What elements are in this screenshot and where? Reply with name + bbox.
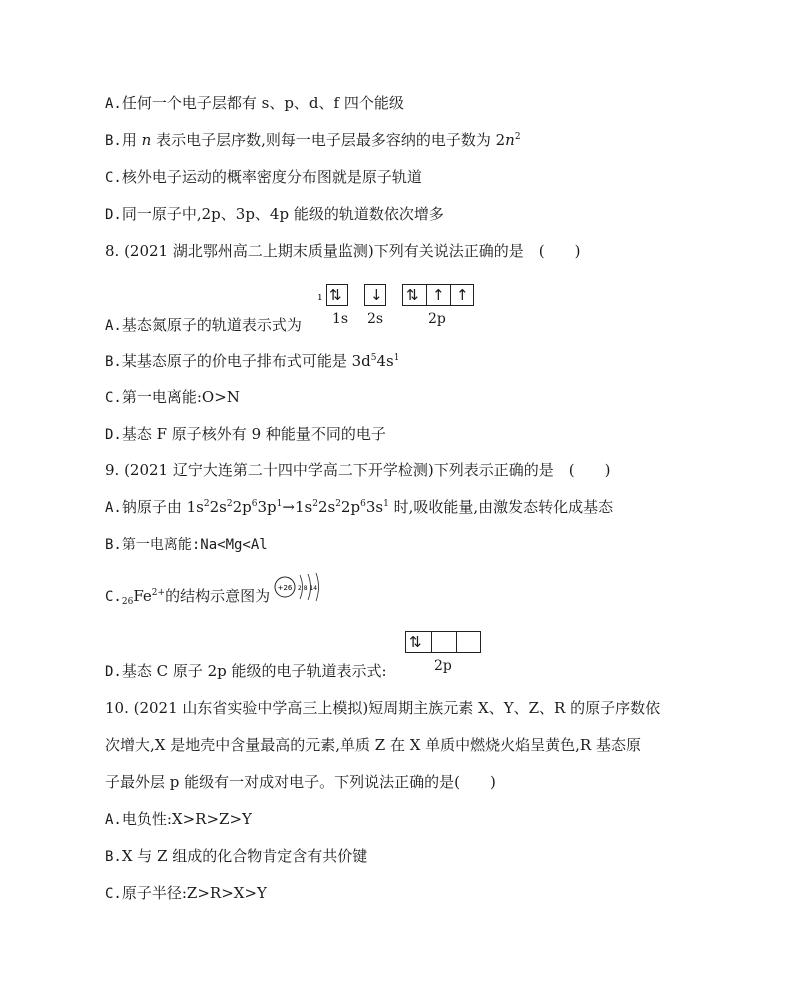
option-text-mid: 4s [376,352,394,370]
sup: 2 [203,499,210,509]
orbital-box-2p [405,631,481,653]
fe-ion-structure-diagram [272,570,332,604]
sup: 1 [383,499,389,509]
q8-option-c [105,387,240,408]
sup: 2 [312,499,318,509]
var-n: n [505,131,515,149]
q7-option-b [105,130,521,151]
orbital-cell [456,632,481,652]
option-letter: A. [105,96,122,112]
q10-stem-line-3: 子最外层 p 能级有一对成对电子。下列说法正确的是( ) [105,773,496,791]
q7-option-a [105,93,404,114]
option-text: X 与 Z 组成的化合物肯定含有共价键 [121,847,368,865]
option-letter: B. [105,537,122,553]
q7-option-c [105,167,422,188]
option-letter: D. [105,664,122,680]
option-letter: A. [105,318,122,334]
right-arrow-icon: → [282,498,295,516]
orbital-label-2s: 2s [367,311,384,327]
superscript: 5 [370,353,377,363]
q10-option-b [105,846,367,867]
q10-option-a [105,809,252,830]
subscript: 26 [121,597,134,607]
tick-mark: ı [318,290,322,303]
superscript: 2+ [151,588,166,598]
carbon-2p-orbital-diagram [405,631,485,677]
option-letter: A. [105,812,122,828]
text: 钠原子由 1s [121,498,204,516]
text: 2p [340,498,361,516]
option-letter: B. [105,354,122,370]
option-letter: A. [105,500,122,516]
q9-stem: 9. (2021 辽宁大连第二十四中学高二下开学检测)下列表示正确的是 ( ) [105,461,611,479]
option-text: 基态氮原子的轨道表示式为 [121,316,302,334]
ion-symbol: Fe [133,587,152,605]
nitrogen-orbital-diagram [318,284,478,328]
option-letter: C. [105,589,122,605]
option-text: 电负性:X>R>Z>Y [121,810,252,828]
superscript: 1 [393,353,400,363]
option-letter: D. [105,427,122,443]
orbital-box-2p [402,284,474,306]
option-text: 基态 C 原子 2p 能级的电子轨道表示式: [121,662,387,680]
orbital-label-2p: 2p [434,658,452,674]
sup: 2 [335,499,341,509]
q8-option-d [105,424,386,445]
q9-option-a [105,497,613,518]
q10-stem-line-1: 10. (2021 山东省实验中学高三上模拟)短周期主族元素 X、Y、Z、R 的原子序数依 [105,699,661,717]
orbital-cell [426,285,450,305]
option-letter: B. [105,849,122,865]
q8-stem: 8. (2021 湖北鄂州高二上期末质量监测)下列有关说法正确的是 ( ) [105,242,581,260]
q8-option-a [105,315,302,336]
orbital-cell [431,632,456,652]
option-text: 第一电离能:Na<Mg<Al [121,537,268,553]
q10-stem-line-2: 次增大,X 是地壳中含量最高的元素,单质 Z 在 X 单质中燃烧火焰呈黄色,R 基态原 [105,736,641,754]
option-text-mid: 表示电子层序数,则每一电子层最多容纳的电子数为 2 [151,131,506,149]
nucleus-charge: +26 [277,584,293,592]
option-letter: C. [105,886,122,902]
orbital-box-1s [326,284,348,306]
up-arrow-icon: ↑ [432,286,445,304]
q9-option-d [105,661,387,682]
q8-option-b [105,351,400,372]
option-letter: C. [105,390,122,406]
option-text-pre: 用 [121,131,142,149]
up-down-arrow-icon: ⇅ [329,286,342,304]
orbital-label-2p: 2p [428,311,446,327]
orbital-box-2s [364,284,386,306]
q10-option-c [105,883,267,904]
option-text: 任何一个电子层都有 s、p、d、f 四个能级 [121,94,404,112]
sup: 1 [276,499,283,509]
option-letter: B. [105,133,122,149]
option-letter: C. [105,170,122,186]
text: 的结构示意图为 [165,587,271,605]
option-text-pre: 某基态原子的价电子排布式可能是 3d [121,352,371,370]
q9-option-b [105,534,268,555]
option-text: 基态 F 原子核外有 9 种能量不同的电子 [121,425,386,443]
sup: 6 [251,499,258,509]
text: 3p [257,498,277,516]
superscript: 2 [514,132,521,142]
option-text: 原子半径:Z>R>X>Y [121,884,267,902]
shell-electrons: 2 8 14 [298,585,318,592]
up-arrow-icon: ↑ [456,286,469,304]
text: 时,吸收能量,由激发态转化成基态 [388,498,614,516]
q9-option-c [105,586,270,607]
option-letter: D. [105,207,122,223]
text: 3s [365,498,384,516]
text: 1s [294,498,313,516]
option-text: 第一电离能:O>N [121,388,240,406]
up-down-arrow-icon: ⇅ [409,633,422,651]
text: 2s [209,498,227,516]
sup: 6 [360,499,366,509]
var-n: n [141,131,152,149]
q7-option-d [105,204,444,225]
sup: 2 [226,499,233,509]
up-down-arrow-icon: ⇅ [406,286,419,304]
orbital-cell [450,285,474,305]
option-text: 核外电子运动的概率密度分布图就是原子轨道 [121,168,422,186]
text: 2s [317,498,336,516]
orbital-label-1s: 1s [332,311,349,327]
text: 2p [232,498,252,516]
option-text: 同一原子中,2p、3p、4p 能级的轨道数依次增多 [121,205,444,223]
down-arrow-icon: ↓ [370,286,383,304]
